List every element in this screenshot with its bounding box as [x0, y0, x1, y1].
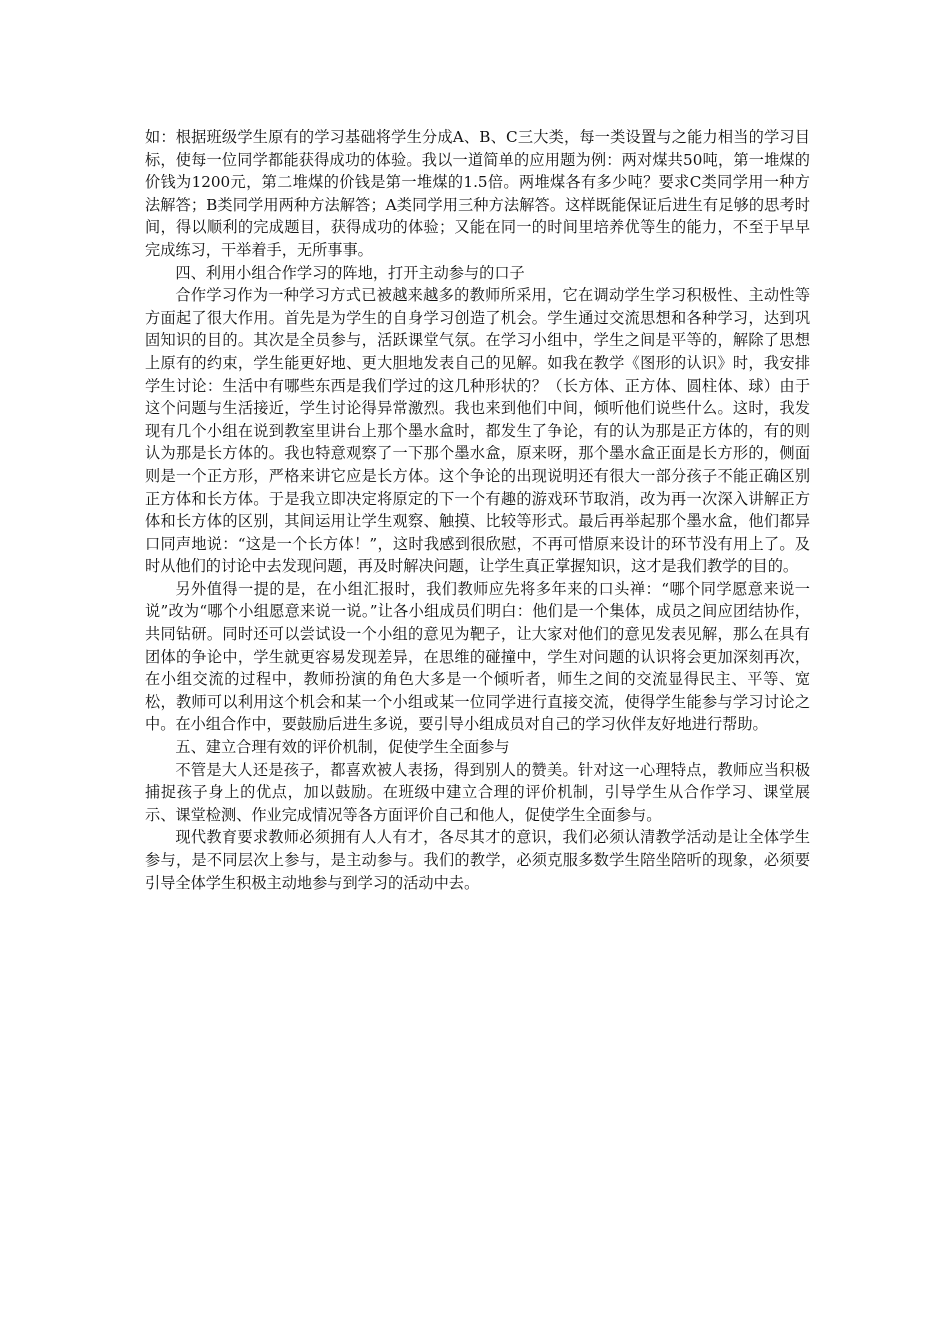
paragraph-evaluation: 不管是大人还是孩子，都喜欢被人表扬，得到别人的赞美。针对这一心理特点，教师应当积极捕捉孩子身上的优点，加以鼓励。在班级中建立合理的评价机制，引导学生从合作学习、课堂展示、课堂检测、作业完成情况等各方面评价自己和他人，促使学生全面参与。	[145, 760, 810, 824]
document-page	[145, 126, 810, 894]
paragraph-continuation: 如：根据班级学生原有的学习基础将学生分成A、B、C三大类，每一类设置与之能力相当的学习目标，使每一位同学都能获得成功的体验。我以一道简单的应用题为例：两对煤共50吨，第一堆煤的价钱为1200元，第二堆煤的价钱是第一堆煤的1.5倍。两堆煤各有多少吨？要求C类同学用一种方法解答；B类同学用两种方法解答；A类同学用三种方法解答。这样既能保证后进生有足够的思考时间，得以顺利的完成题目，获得成功的体验；又能在同一的时间里培养优等生的能力，不至于早早完成练习，干举着手，无所事事。	[145, 128, 810, 259]
paragraph-conclusion: 现代教育要求教师必须拥有人人有才，各尽其才的意识，我们必须认清教学活动是让全体学生参与，是不同层次上参与，是主动参与。我们的教学，必须克服多数学生陪坐陪听的现象，必须要引导全体学生积极主动地参与到学习的活动中去。	[145, 828, 810, 892]
paragraph-group-report: 另外值得一提的是，在小组汇报时，我们教师应先将多年来的口头禅：“哪个同学愿意来说一说”改为“哪个小组愿意来说一说。”让各小组成员们明白：他们是一个集体，成员之间应团结协作，共同钻研。同时还可以尝试设一个小组的意见为靶子，让大家对他们的意见发表见解，那么在具有团体的争论中，学生就更容易发现差异，在思维的碰撞中，学生对问题的认识将会更加深刻再次，在小组交流的过程中，教师扮演的角色大多是一个倾听者，师生之间的交流显得民主、平等、宽松，教师可以利用这个机会和某一个小组或某一位同学进行直接交流，使得学生能参与学习讨论之中。在小组合作中，要鼓励后进生多说，要引导小组成员对自己的学习伙伴友好地进行帮助。	[145, 579, 810, 734]
section-heading-5: 五、建立合理有效的评价机制，促使学生全面参与	[175, 738, 510, 757]
paragraph-cooperative-learning: 合作学习作为一种学习方式已被越来越多的教师所采用，它在调动学生学习积极性、主动性等方面起了很大作用。首先是为学生的自身学习创造了机会。学生通过交流思想和各种学习，达到巩固知识的目的。其次是全员参与，活跃课堂气氛。在学习小组中，学生之间是平等的，解除了思想上原有的约束，学生能更好地、更大胆地发表自己的见解。如我在教学《图形的认识》时，我安排学生讨论：生活中有哪些东西是我们学过的这几种形状的？（长方体、正方体、圆柱体、球）由于这个问题与生活接近，学生讨论得异常激烈。我也来到他们中间，倾听他们说些什么。这时，我发现有几个小组在说到教室里讲台上那个墨水盒时，都发生了争论，有的认为那是正方体的，有的则认为那是长方体的。我也特意观察了一下那个墨水盒，原来呀，那个墨水盒正面是长方形的，侧面则是一个正方形，严格来讲它应是长方体。这个争论的出现说明还有很大一部分孩子不能正确区别正方体和长方体。于是我立即决定将原定的下一个有趣的游戏环节取消，改为再一次深入讲解正方体和长方体的区别，其间运用让学生观察、触摸、比较等形式。最后再举起那个墨水盒，他们都异口同声地说：“这是一个长方体！”，这时我感到很欣慰，不再可惜原来设计的环节没有用上了。及时从他们的讨论中去发现问题，再及时解决问题，让学生真正掌握知识，这才是我们教学的目的。	[145, 286, 810, 576]
section-heading-4: 四、利用小组合作学习的阵地，打开主动参与的口子	[175, 263, 525, 282]
